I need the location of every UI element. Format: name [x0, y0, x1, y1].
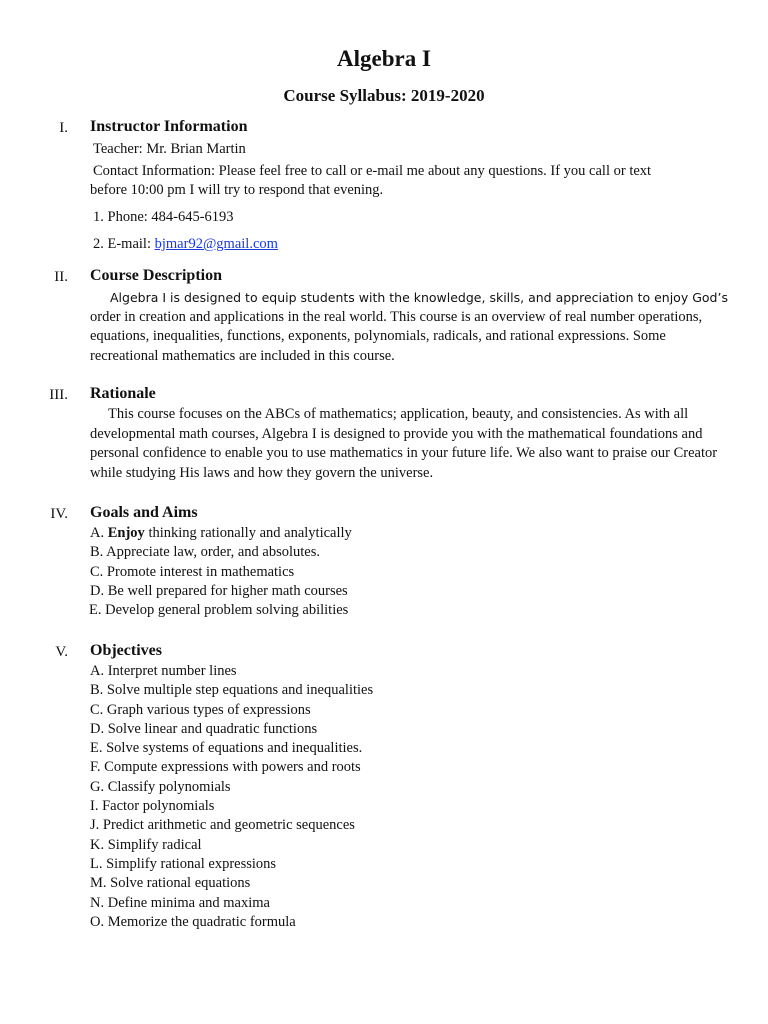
list-item: D. Solve linear and quadratic functions: [90, 720, 318, 737]
section-body: [90, 524, 730, 620]
list-item: E. Develop general problem solving abilities: [89, 602, 349, 619]
section-heading: Goals and Aims: [90, 504, 198, 521]
list-item: A. Enjoy thinking rationally and analytically: [90, 525, 352, 541]
section-body: [90, 662, 730, 932]
list-item: L. Simplify rational expressions: [90, 855, 277, 872]
email-link[interactable]: bjmar92@gmail.com: [154, 236, 278, 252]
list-item: M. Solve rational equations: [90, 875, 251, 892]
list-item: B. Solve multiple step equations and inequalities: [90, 682, 374, 699]
section-body: [90, 405, 730, 483]
list-item: I. Factor polynomials: [90, 798, 215, 815]
contact-line-2: before 10:00 pm I will try to respond that evening.: [90, 182, 384, 198]
email-line: 2. E-mail: bjmar92@gmail.com: [93, 236, 278, 252]
section-number: II.: [54, 269, 68, 285]
description-first-line: Algebra I is designed to equip students with the knowledge, skills, and appreciation to enjoy God’s: [110, 290, 728, 305]
contact-line: Contact Information: Please feel free to call or e-mail me about any questions. If you call or text: [93, 162, 652, 179]
section-number: IV.: [50, 506, 68, 522]
list-item: B. Appreciate law, order, and absolutes.: [90, 544, 321, 561]
list-item: E. Solve systems of equations and inequalities.: [90, 740, 363, 757]
rationale-paragraph: This course focuses on the ABCs of mathematics; application, beauty, and consistencies. As with all developmental math courses, Algebra I is designed to provide you with the mathematical foundations and personal confidence to enable you to use mathematics in your future life. We also want to praise our Creator while studying His laws and how they govern the universe.: [90, 406, 718, 481]
section-number: V.: [55, 644, 68, 660]
section-number: I.: [59, 120, 68, 136]
section-heading: Instructor Information: [90, 118, 248, 135]
teacher-line: Teacher: Mr. Brian Martin: [93, 141, 246, 157]
objectives-list: [90, 662, 730, 932]
list-item: G. Classify polynomials: [90, 778, 231, 795]
document-title: Algebra I: [337, 46, 431, 71]
section-heading: Course Description: [90, 267, 222, 284]
list-item: C. Promote interest in mathematics: [90, 563, 295, 580]
list-item: F. Compute expressions with powers and roots: [90, 759, 361, 776]
list-item: D. Be well prepared for higher math courses: [90, 582, 348, 599]
list-item: J. Predict arithmetic and geometric sequences: [90, 817, 355, 834]
list-item: N. Define minima and maxima: [90, 894, 270, 911]
list-item: O. Memorize the quadratic formula: [90, 913, 296, 930]
section-heading: Objectives: [90, 642, 162, 659]
description-paragraph: order in creation and applications in the real world. This course is an overview of real number operations, equations, inequalities, functions, exponents, polynomials, radicals, and rational expressions. Some recreational mathematics are included in this course.: [90, 308, 703, 364]
section-body: [90, 288, 730, 366]
section-body: [90, 140, 730, 255]
section-number: III.: [49, 387, 68, 403]
phone-line: 1. Phone: 484-645-6193: [93, 208, 234, 225]
list-item: A. Interpret number lines: [90, 663, 237, 679]
document-subtitle: Course Syllabus: 2019-2020: [283, 86, 485, 105]
section-heading: Rationale: [90, 385, 156, 402]
list-item: K. Simplify radical: [90, 836, 202, 853]
goals-list: [90, 524, 730, 620]
list-item: C. Graph various types of expressions: [90, 701, 311, 718]
